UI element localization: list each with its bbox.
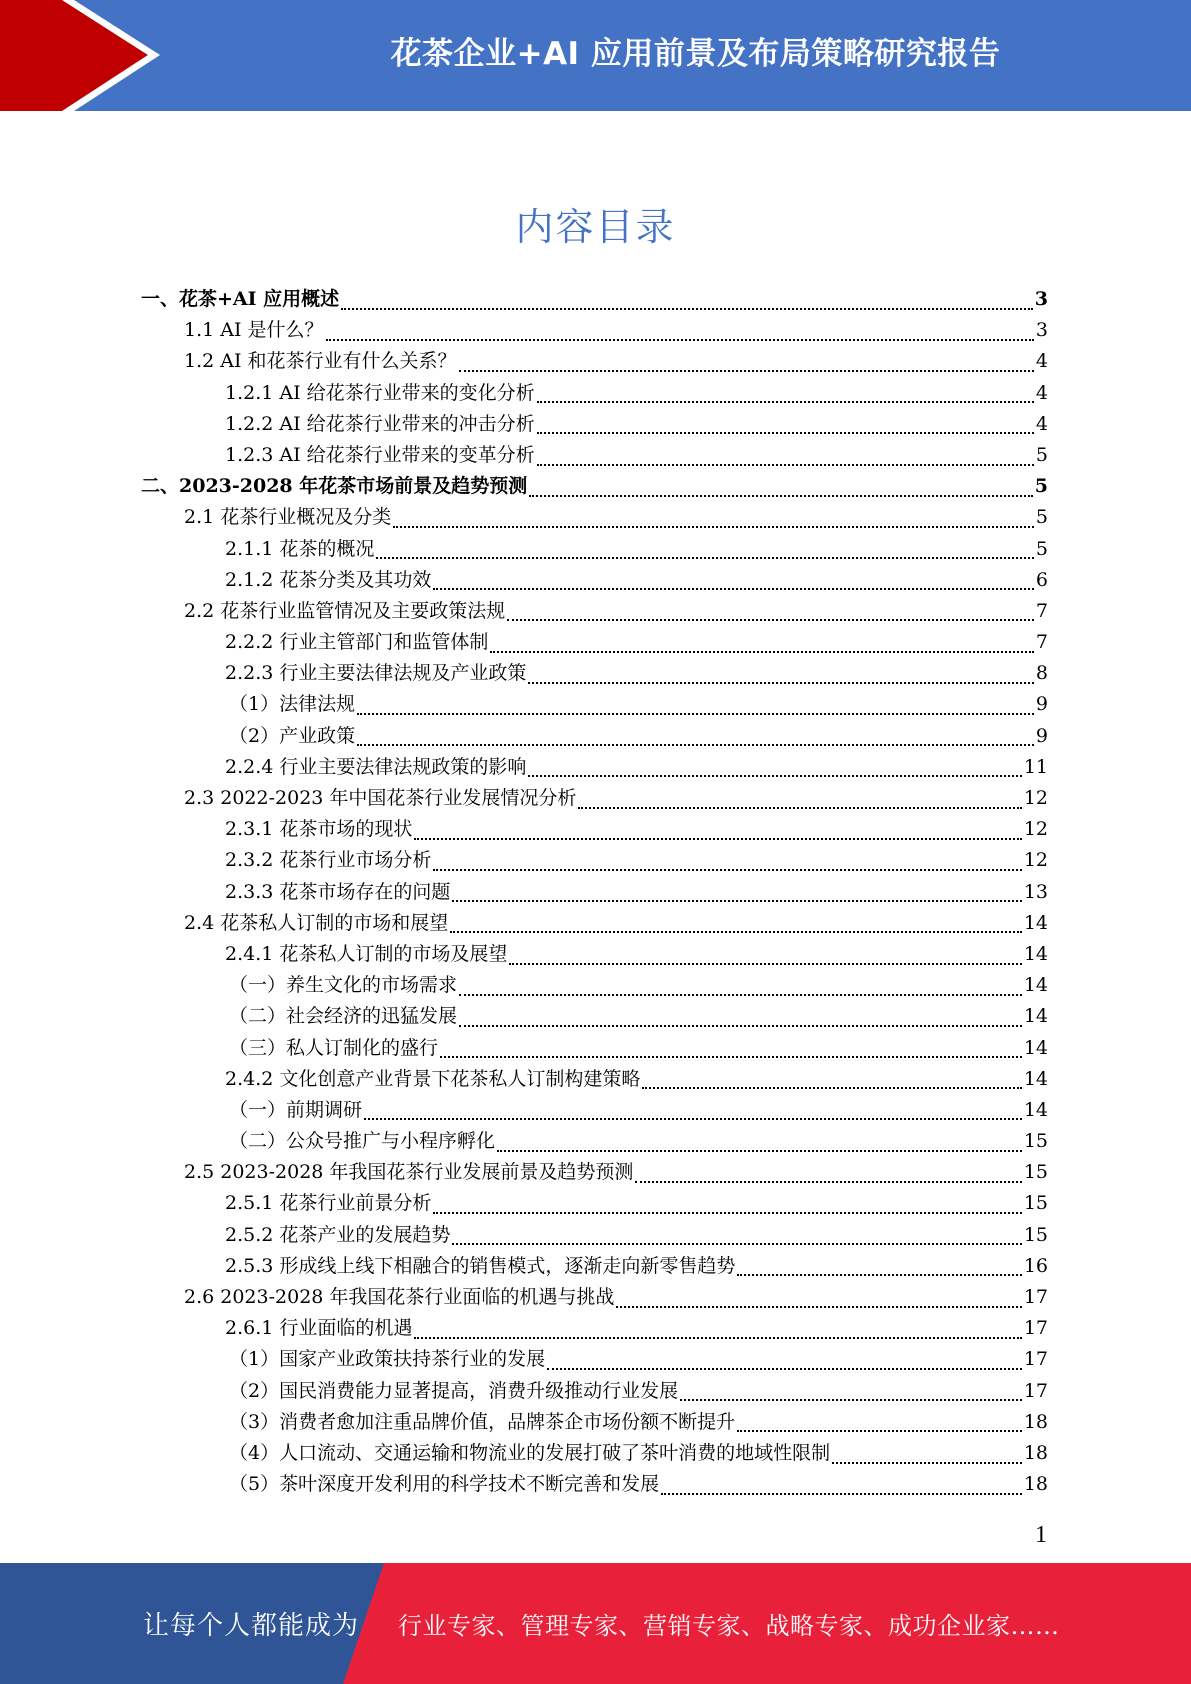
footer-slogan-left: 让每个人都能成为 <box>143 1611 360 1641</box>
toc-dot-leader <box>490 651 1034 653</box>
toc-entry-title: （2）国民消费能力显著提高，消费升级推动行业发展 <box>229 1379 679 1402</box>
toc-dot-leader <box>440 1056 1022 1058</box>
toc-entry[interactable] <box>141 752 1048 783</box>
toc-dot-leader <box>528 775 1021 777</box>
toc-entry[interactable] <box>141 378 1048 409</box>
toc-entry-title: 2.5 2023-2028 年我国花茶行业发展前景及趋势预测 <box>184 1161 634 1184</box>
toc-entry[interactable] <box>141 658 1048 689</box>
toc-entry[interactable] <box>141 502 1048 533</box>
page-number: 1 <box>1035 1522 1047 1548</box>
toc-dot-leader <box>832 1462 1022 1464</box>
toc-entry[interactable] <box>141 627 1048 658</box>
toc-entry-title: 2.2.4 行业主要法律法规政策的影响 <box>225 755 527 778</box>
toc-entry[interactable] <box>141 1001 1048 1032</box>
toc-entry-title: （2）产业政策 <box>229 724 356 747</box>
toc-entry-page: 7 <box>1035 631 1048 654</box>
toc-entry-title: 2.4 花茶私人订制的市场和展望 <box>184 911 449 934</box>
toc-entry[interactable] <box>141 1220 1048 1251</box>
header-banner <box>0 0 1191 111</box>
toc-dot-leader <box>507 619 1034 621</box>
toc-entry-page: 4 <box>1035 350 1048 373</box>
toc-entry-title: （三）私人订制化的盛行 <box>229 1036 439 1059</box>
toc-dot-leader <box>357 744 1034 746</box>
toc-entry-title: 2.5.3 形成线上线下相融合的销售模式，逐渐走向新零售趋势 <box>225 1254 736 1277</box>
toc-dot-leader <box>737 1430 1022 1432</box>
toc-entry-page: 12 <box>1023 787 1048 809</box>
toc-entry-title: 2.3 2022-2023 年中国花茶行业发展情况分析 <box>184 787 577 809</box>
toc-dot-leader <box>497 1150 1022 1152</box>
toc-entry[interactable] <box>141 284 1048 315</box>
footer-banner <box>0 1563 1191 1684</box>
toc-entry[interactable] <box>141 409 1048 440</box>
toc-entry-page: 14 <box>1023 1098 1048 1121</box>
toc-entry-page: 15 <box>1023 1223 1048 1246</box>
toc-entry-title: 2.2.3 行业主要法律法规及产业政策 <box>225 662 527 685</box>
toc-entry-page: 12 <box>1023 849 1048 872</box>
toc-entry-title: 1.2.1 AI 给花茶行业带来的变化分析 <box>225 381 535 404</box>
toc-dot-leader <box>341 308 1033 310</box>
toc-entry[interactable] <box>141 471 1048 502</box>
toc-entry-page: 17 <box>1023 1379 1048 1402</box>
toc-entry-title: （1）法律法规 <box>229 693 356 716</box>
toc-dot-leader <box>433 588 1034 590</box>
toc-dot-leader <box>357 713 1034 715</box>
toc-entry-title: 一、花茶+AI 应用概述 <box>141 288 340 310</box>
toc-dot-leader <box>414 1337 1021 1339</box>
toc-entry-page: 5 <box>1035 506 1048 529</box>
toc-entry-page: 14 <box>1023 974 1048 997</box>
toc-entry-page: 5 <box>1034 475 1048 498</box>
toc-entry[interactable] <box>141 1469 1048 1500</box>
toc-entry-page: 17 <box>1023 1286 1048 1308</box>
toc-entry-page: 5 <box>1035 443 1048 466</box>
toc-entry[interactable] <box>141 1033 1048 1064</box>
toc-dot-leader <box>537 432 1034 434</box>
toc-entry-page: 14 <box>1023 1036 1048 1059</box>
toc-entry-title: 2.1.1 花茶的概况 <box>225 537 375 560</box>
toc-dot-leader <box>616 1306 1021 1308</box>
toc-dot-leader <box>433 1212 1021 1214</box>
toc-entry-title: 2.3.2 花茶行业市场分析 <box>225 849 432 872</box>
toc-entry-page: 14 <box>1023 1005 1048 1028</box>
toc-dot-leader <box>661 1493 1022 1495</box>
toc-entry-title: 2.4.2 文化创意产业背景下花茶私人订制构建策略 <box>225 1067 641 1090</box>
toc-dot-leader <box>450 931 1022 933</box>
toc-entry-title: 2.2 花茶行业监管情况及主要政策法规 <box>184 599 506 622</box>
table-of-contents <box>141 284 1048 1500</box>
toc-entry-page: 14 <box>1023 1067 1048 1090</box>
toc-entry-title: 2.1.2 花茶分类及其功效 <box>225 568 432 591</box>
toc-entry-title: （一）前期调研 <box>229 1098 363 1121</box>
toc-entry-title: （二）社会经济的迅猛发展 <box>229 1005 458 1028</box>
toc-entry-title: （1）国家产业政策扶持茶行业的发展 <box>229 1348 546 1371</box>
toc-entry-title: 2.3.1 花茶市场的现状 <box>225 818 413 841</box>
toc-dot-leader <box>537 464 1034 466</box>
toc-dot-leader <box>452 900 1021 902</box>
toc-entry[interactable] <box>141 1126 1048 1157</box>
toc-dot-leader <box>459 370 1034 372</box>
toc-entry[interactable] <box>141 534 1048 565</box>
toc-entry[interactable] <box>141 440 1048 471</box>
toc-entry[interactable] <box>141 877 1048 908</box>
toc-entry[interactable] <box>141 1188 1048 1219</box>
toc-entry-title: 2.2.2 行业主管部门和监管体制 <box>225 631 489 654</box>
header-chevron-decoration <box>0 0 160 111</box>
toc-entry-title: 1.2 AI 和花茶行业有什么关系？ <box>184 350 457 373</box>
toc-entry-page: 4 <box>1035 412 1048 435</box>
toc-entry-title: 1.2.2 AI 给花茶行业带来的冲击分析 <box>225 412 535 435</box>
toc-entry-page: 8 <box>1035 662 1048 685</box>
toc-entry[interactable] <box>141 970 1048 1001</box>
toc-entry[interactable] <box>141 1376 1048 1407</box>
toc-entry[interactable] <box>141 939 1048 970</box>
toc-dot-leader <box>529 495 1033 497</box>
toc-dot-leader <box>537 401 1034 403</box>
toc-entry-title: 2.6 2023-2028 年我国花茶行业面临的机遇与挑战 <box>184 1286 615 1308</box>
toc-dot-leader <box>737 1274 1021 1276</box>
toc-dot-leader <box>364 1118 1022 1120</box>
toc-entry-page: 18 <box>1023 1441 1048 1464</box>
toc-entry[interactable] <box>141 1438 1048 1469</box>
toc-entry-page: 14 <box>1023 911 1048 934</box>
toc-entry[interactable] <box>141 689 1048 720</box>
toc-entry-title: （4）人口流动、交通运输和物流业的发展打破了茶叶消费的地域性限制 <box>229 1441 831 1464</box>
toc-entry-page: 18 <box>1023 1473 1048 1496</box>
toc-entry-page: 16 <box>1023 1254 1048 1277</box>
toc-dot-leader <box>452 1243 1021 1245</box>
toc-entry-title: （3）消费者愈加注重品牌价值，品牌茶企市场份额不断提升 <box>229 1410 736 1433</box>
toc-entry-page: 17 <box>1023 1348 1048 1371</box>
toc-entry-title: 2.5.2 花茶产业的发展趋势 <box>225 1223 451 1246</box>
toc-entry[interactable] <box>141 1313 1048 1344</box>
toc-entry-page: 15 <box>1023 1192 1048 1215</box>
toc-entry[interactable] <box>141 346 1048 377</box>
toc-entry-title: （一）养生文化的市场需求 <box>229 974 458 997</box>
toc-entry[interactable] <box>141 1407 1048 1438</box>
toc-entry-title: 2.3.3 花茶市场存在的问题 <box>225 880 451 903</box>
toc-entry[interactable] <box>141 1282 1048 1313</box>
toc-entry-page: 6 <box>1035 568 1048 591</box>
toc-entry[interactable] <box>141 814 1048 845</box>
toc-entry-title: 1.2.3 AI 给花茶行业带来的变革分析 <box>225 443 535 466</box>
toc-entry-page: 7 <box>1035 599 1048 622</box>
toc-entry-page: 18 <box>1023 1410 1048 1433</box>
toc-entry[interactable] <box>141 845 1048 876</box>
toc-dot-leader <box>393 526 1034 528</box>
toc-dot-leader <box>680 1399 1022 1401</box>
toc-entry-title: 1.1 AI 是什么？ <box>184 319 324 342</box>
toc-entry-title: 二、2023-2028 年花茶市场前景及趋势预测 <box>141 475 528 498</box>
toc-dot-leader <box>528 682 1034 684</box>
toc-entry[interactable] <box>141 721 1048 752</box>
toc-dot-leader <box>578 807 1021 809</box>
toc-entry[interactable] <box>141 1157 1048 1188</box>
toc-entry-page: 14 <box>1023 942 1048 965</box>
toc-dot-leader <box>414 838 1021 840</box>
toc-entry-page: 15 <box>1023 1130 1048 1153</box>
toc-dot-leader <box>547 1368 1022 1370</box>
toc-entry-page: 3 <box>1035 319 1048 342</box>
toc-entry-title: （5）茶叶深度开发利用的科学技术不断完善和发展 <box>229 1473 660 1496</box>
toc-dot-leader <box>376 557 1034 559</box>
toc-entry-page: 3 <box>1034 288 1048 310</box>
toc-entry[interactable] <box>141 315 1048 346</box>
toc-entry-page: 17 <box>1023 1317 1048 1340</box>
toc-entry-page: 9 <box>1035 724 1048 747</box>
toc-entry-title: 2.4.1 花茶私人订制的市场及展望 <box>225 942 508 965</box>
toc-entry-page: 12 <box>1023 818 1048 841</box>
toc-entry-page: 9 <box>1035 693 1048 716</box>
toc-entry-page: 13 <box>1023 880 1048 903</box>
toc-dot-leader <box>509 963 1021 965</box>
toc-dot-leader <box>326 339 1034 341</box>
toc-entry[interactable] <box>141 1344 1048 1375</box>
toc-entry[interactable] <box>141 1095 1048 1126</box>
toc-dot-leader <box>635 1181 1021 1183</box>
toc-entry-title: 2.5.1 花茶行业前景分析 <box>225 1192 432 1215</box>
toc-entry[interactable] <box>141 1064 1048 1095</box>
toc-dot-leader <box>642 1087 1021 1089</box>
toc-entry-title: 2.1 花茶行业概况及分类 <box>184 506 392 529</box>
toc-dot-leader <box>433 869 1021 871</box>
toc-dot-leader <box>459 1025 1022 1027</box>
toc-entry[interactable] <box>141 596 1048 627</box>
toc-entry-page: 4 <box>1035 381 1048 404</box>
toc-entry-title: （二）公众号推广与小程序孵化 <box>229 1130 496 1153</box>
toc-entry[interactable] <box>141 783 1048 814</box>
toc-entry[interactable] <box>141 1251 1048 1282</box>
toc-entry[interactable] <box>141 565 1048 596</box>
toc-entry-page: 5 <box>1035 537 1048 560</box>
toc-entry-page: 11 <box>1023 755 1048 778</box>
toc-entry[interactable] <box>141 908 1048 939</box>
toc-heading: 内容目录 <box>515 205 676 249</box>
toc-dot-leader <box>459 994 1022 996</box>
toc-entry-title: 2.6.1 行业面临的机遇 <box>225 1317 413 1340</box>
document-title: 花茶企业+AI 应用前景及布局策略研究报告 <box>390 35 1001 72</box>
footer-slogan-right: 行业专家、管理专家、营销专家、战略专家、成功企业家…… <box>398 1612 1060 1640</box>
toc-entry-page: 15 <box>1023 1161 1048 1184</box>
